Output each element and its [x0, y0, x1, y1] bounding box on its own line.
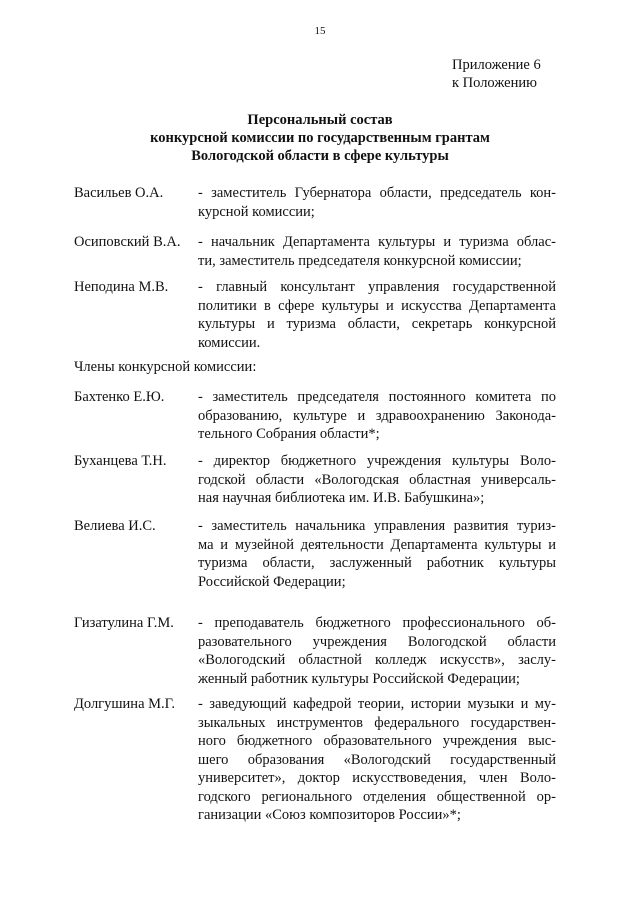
member-name: Осиповский В.А.: [74, 234, 181, 250]
title-line: Персональный состав: [247, 112, 393, 128]
leadership-row-secretary: [74, 278, 556, 352]
role-line: шего образования «Вологодский государственный: [198, 751, 556, 768]
role-line: годского регионального отделения общественной ор-: [198, 788, 556, 805]
role-line: ного бюджетного образовательного учреждения выс-: [198, 733, 556, 749]
role-line: ма и музейной деятельности Департамента культуры и: [198, 536, 556, 553]
member-name: Гизатулина Г.М.: [74, 615, 174, 631]
page-number: 15: [314, 25, 326, 37]
member-row: [74, 614, 556, 688]
role-line: - директор бюджетного учреждения культуры Воло-: [198, 453, 556, 469]
role-line: ти, заместитель председателя конкурсной комиссии;: [198, 252, 522, 269]
member-name: Неподина М.В.: [74, 279, 169, 295]
appendix-line: Приложение 6: [452, 57, 541, 73]
role-line: политики в сфере культуры и искусства Департамента: [198, 297, 556, 314]
role-line: туризма области, заслуженный работник культуры: [198, 555, 556, 571]
document-title: [0, 111, 640, 165]
member-role: [198, 695, 556, 825]
role-line: «Вологодский областной колледж искусств», заслу-: [198, 652, 556, 668]
member-name: Васильев О.А.: [74, 185, 164, 201]
member-row: [74, 452, 556, 508]
leadership-row-chair: [74, 184, 556, 221]
title-line: конкурсной комиссии по государственным грантам: [150, 130, 490, 146]
role-line: тельного Собрания области*;: [198, 426, 380, 442]
member-role: [198, 184, 556, 221]
role-line: Российской Федерации;: [198, 573, 346, 590]
role-line: разовательного учреждения Вологодской области: [198, 633, 556, 650]
appendix-line: к Положению: [452, 75, 537, 91]
role-line: - заместитель Губернатора области, председатель кон-: [198, 185, 556, 201]
member-name: Бахтенко Е.Ю.: [74, 389, 165, 405]
member-role: [198, 233, 556, 270]
leadership-row-deputy-chair: [74, 233, 556, 270]
member-name: Велиева И.С.: [74, 518, 156, 534]
member-row: [74, 695, 556, 825]
member-role: [198, 452, 556, 508]
role-line: образованию, культуре и здравоохранению Законода-: [198, 407, 556, 424]
title-line: Вологодской области в сфере культуры: [191, 148, 449, 164]
role-line: комиссии.: [198, 334, 261, 351]
role-line: женный работник культуры Российской Федерации;: [198, 670, 520, 687]
role-line: культуры и туризма области, секретарь конкурсной: [198, 316, 556, 332]
role-line: зыкальных инструментов федерального государствен-: [198, 714, 556, 731]
role-line: - заместитель председателя постоянного комитета по: [198, 389, 556, 405]
role-line: курсной комиссии;: [198, 203, 315, 220]
role-line: - преподаватель бюджетного профессионального об-: [198, 615, 556, 631]
role-line: - главный консультант управления государственной: [198, 279, 556, 295]
member-name: Буханцева Т.Н.: [74, 453, 167, 469]
role-line: - начальник Департамента культуры и туризма облас-: [198, 234, 556, 250]
role-line: ганизации «Союз композиторов России»*;: [198, 807, 461, 823]
member-role: [198, 278, 556, 352]
member-row: [74, 517, 556, 591]
member-role: [198, 388, 556, 444]
role-line: ная научная библиотека им. И.В. Бабушкина»;: [198, 490, 485, 506]
role-line: - заведующий кафедрой теории, истории музыки и му-: [198, 696, 556, 712]
members-heading: Члены конкурсной комиссии:: [74, 359, 257, 375]
role-line: годской области «Вологодская областная универсаль-: [198, 471, 556, 488]
appendix-reference: [452, 56, 541, 92]
member-role: [198, 517, 556, 591]
role-line: университет», доктор искусствоведения, член Воло-: [198, 770, 556, 786]
member-role: [198, 614, 556, 688]
member-name: Долгушина М.Г.: [74, 696, 176, 712]
role-line: - заместитель начальника управления развития туриз-: [198, 518, 556, 534]
member-row: [74, 388, 556, 444]
